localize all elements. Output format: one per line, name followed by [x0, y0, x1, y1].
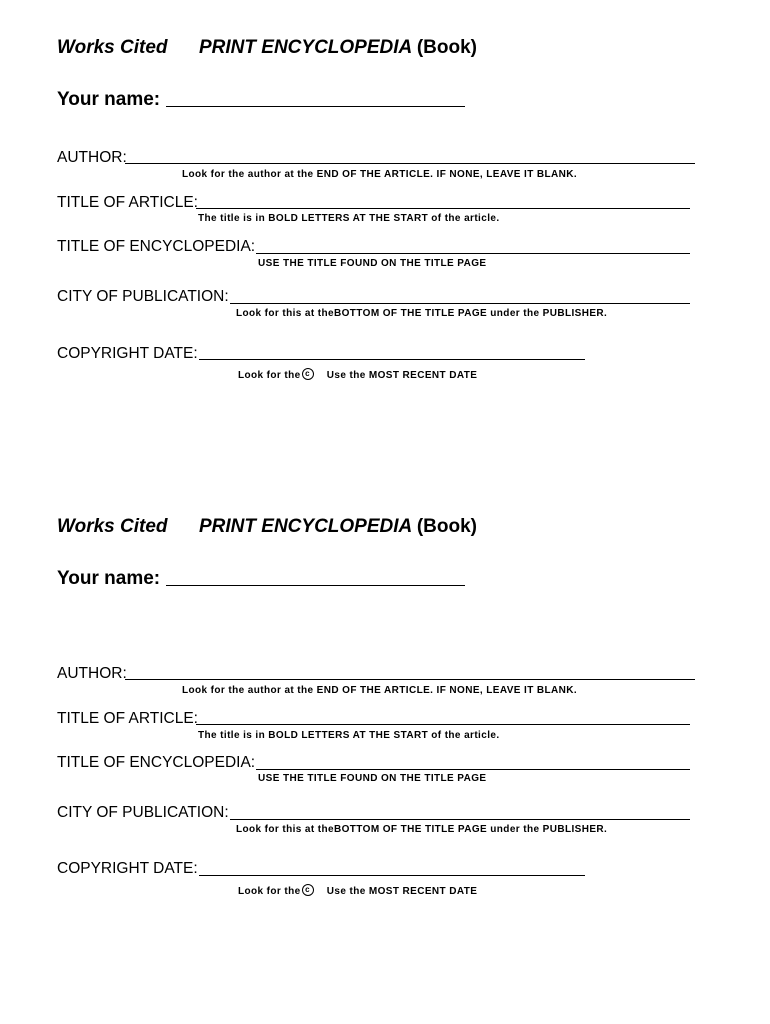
article-title-hint: The title is in BOLD LETTERS AT THE START of the article.	[198, 730, 500, 741]
copyright-hint-end: Use the MOST RECENT DATE	[326, 370, 478, 381]
encyclopedia-title-label: TITLE OF ENCYCLOPEDIA:	[57, 754, 256, 771]
encyclopedia-title-label: TITLE OF ENCYCLOPEDIA:	[57, 238, 256, 255]
author-label: AUTHOR:	[57, 149, 127, 166]
your-name-label: Your name:	[57, 89, 161, 110]
author-field[interactable]	[125, 679, 695, 680]
author-hint: Look for the author at the END OF THE ARTICLE. IF NONE, LEAVE IT BLANK.	[182, 169, 578, 180]
author-hint: Look for the author at the END OF THE ARTICLE. IF NONE, LEAVE IT BLANK.	[182, 685, 578, 696]
article-title-label: TITLE OF ARTICLE:	[57, 194, 198, 211]
city-field[interactable]	[230, 819, 690, 820]
book-label: (Book)	[416, 37, 477, 58]
city-hint: Look for this at theBOTTOM OF THE TITLE PAGE under the PUBLISHER.	[236, 308, 608, 319]
copyright-field[interactable]	[199, 875, 585, 876]
encyclopedia-title-hint: USE THE TITLE FOUND ON THE TITLE PAGE	[258, 258, 487, 269]
copyright-hint-end: Use the MOST RECENT DATE	[326, 886, 478, 897]
works-cited-heading: Works Cited	[57, 37, 168, 58]
copyright-label: COPYRIGHT DATE:	[57, 860, 198, 877]
form-header	[57, 516, 477, 538]
works-cited-heading: Works Cited	[57, 516, 168, 537]
city-label: CITY OF PUBLICATION:	[57, 288, 229, 305]
article-title-label: TITLE OF ARTICLE:	[57, 710, 198, 727]
copyright-symbol-icon: c	[302, 368, 314, 380]
book-label: (Book)	[416, 516, 477, 537]
author-label: AUTHOR:	[57, 665, 127, 682]
your-name-label: Your name:	[57, 568, 161, 589]
copyright-symbol-icon: c	[302, 884, 314, 896]
encyclopedia-title-text: PRINT ENCYCLOPEDIA	[199, 516, 412, 537]
encyclopedia-title-text: PRINT ENCYCLOPEDIA	[199, 37, 412, 58]
encyclopedia-title-hint: USE THE TITLE FOUND ON THE TITLE PAGE	[258, 773, 487, 784]
copyright-hint-start: Look for the	[238, 886, 301, 897]
copyright-hint-start: Look for the	[238, 370, 301, 381]
encyclopedia-title-field[interactable]	[256, 769, 690, 770]
article-title-hint: The title is in BOLD LETTERS AT THE START of the article.	[198, 213, 500, 224]
article-title-field[interactable]	[196, 724, 690, 725]
encyclopedia-heading	[199, 516, 477, 538]
city-label: CITY OF PUBLICATION:	[57, 804, 229, 821]
your-name-field[interactable]	[166, 585, 465, 586]
city-hint: Look for this at theBOTTOM OF THE TITLE PAGE under the PUBLISHER.	[236, 824, 608, 835]
copyright-hint	[238, 884, 477, 897]
copyright-label: COPYRIGHT DATE:	[57, 345, 198, 362]
